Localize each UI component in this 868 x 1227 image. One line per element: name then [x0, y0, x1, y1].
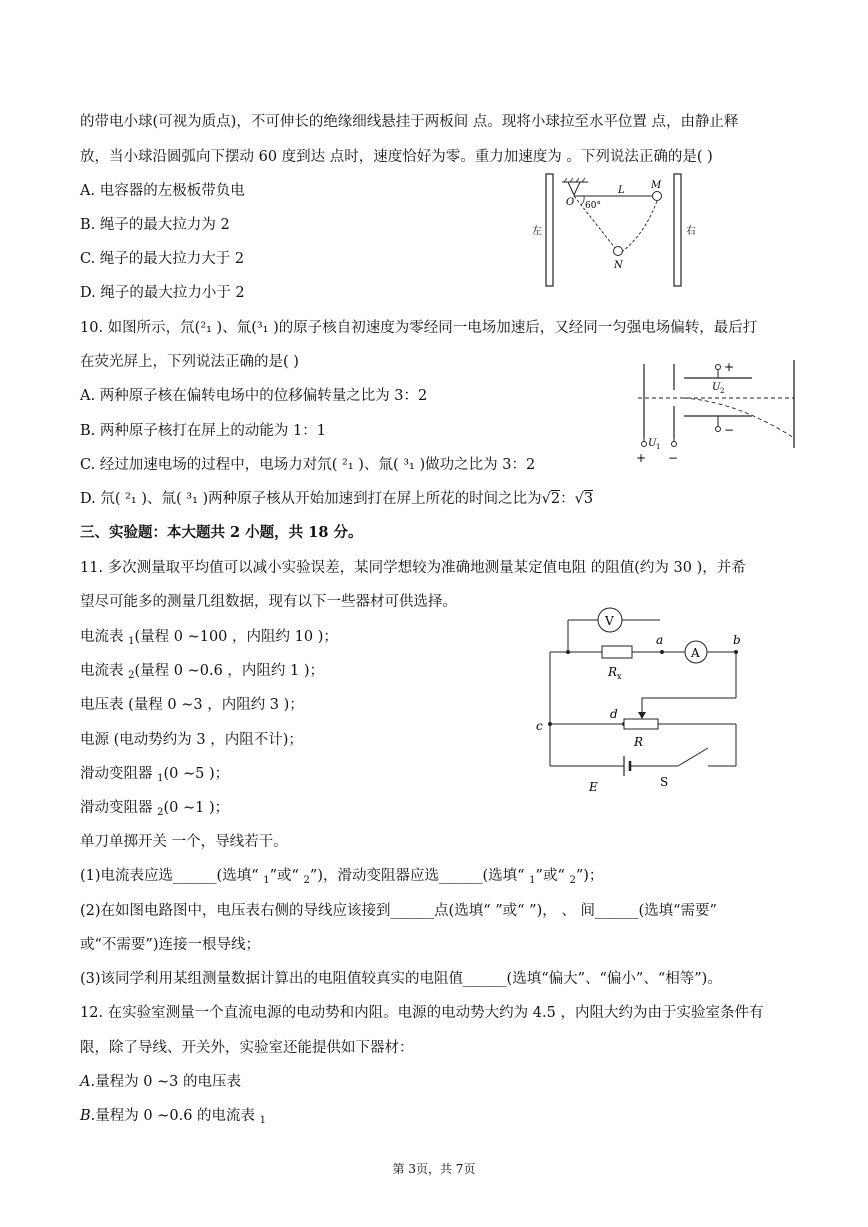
emf-label: E	[589, 780, 598, 794]
q11-part-2-cont: 或“不需要”)连接一根导线；	[80, 937, 260, 953]
q11-item-voltmeter: 电压表 (量程 0 ∼3 ，内阻约 3 )；	[80, 697, 304, 713]
q11-item-ammeter-1: 电流表 $_1$(量程 0 ∼100 ，内阻约 10 )；	[80, 629, 338, 647]
point-n-label: N	[614, 260, 623, 271]
u1-sub: 1	[656, 443, 661, 451]
q11-item-rheostat-2: 滑动变阻器 $_2$(0 ∼1 )；	[80, 800, 230, 818]
point-d-label: d	[610, 707, 618, 721]
ratio-colon: ：	[560, 491, 575, 507]
q10-option-c: C. 经过加速电场的过程中，电场力对氘( ²₁ )、氚( ³₁ )做功之比为 3：2	[80, 457, 536, 473]
q9-option-c: C. 绳子的最大拉力大于 2	[80, 251, 245, 267]
q10-option-b: B. 两种原子核打在屏上的动能为 1：1	[80, 423, 326, 439]
deflection-figure	[628, 356, 800, 468]
circuit-figure	[530, 600, 760, 800]
point-a-label: a	[656, 633, 664, 647]
sqrt-symbol: √	[574, 491, 584, 507]
q11-part-3: (3)该同学利用某组测量数据计算出的电阻值较真实的电阻值______(选填“偏大”、“偏小”、“相等”)。	[80, 971, 722, 987]
u2-sub: 2	[720, 387, 725, 395]
point-b-label: b	[733, 633, 741, 647]
q12-item-b: B.量程为 0 ∼0.6 的电流表 $_1$	[80, 1108, 267, 1126]
section-3-heading: 三、实验题：本大题共 2 小题，共 18 分。	[80, 524, 363, 541]
rx-sub: x	[617, 672, 622, 681]
point-o-label: O	[566, 197, 575, 208]
q12-line1: 12. 在实验室测量一个直流电源的电动势和内阻。电源的电动势大约为 4.5 ，内阻大约为由于实验室条件有	[80, 1005, 764, 1021]
pendulum-figure	[530, 168, 710, 290]
page-footer: 第 3页，共 7页	[392, 1162, 476, 1176]
sqrt-radicand-3: 3	[583, 491, 594, 507]
minus-left-label: −	[668, 451, 679, 465]
minus-bottom-label: −	[724, 423, 735, 437]
point-c-label: c	[536, 719, 543, 733]
right-plate-label: 右	[686, 226, 696, 237]
q11-part-1: (1)电流表应选______(选填“ $_1$”或“ $_2$”)，滑动变阻器应选______(选填“ $_1$”或“ $_2$”)；	[80, 868, 604, 886]
q11-line1: 11. 多次测量取平均值可以减小实验误差，某同学想较为准确地测量某定值电阻 的阻值(约为 30 )，并希	[80, 560, 746, 576]
q10-option-a: A. 两种原子核在偏转电场中的位移偏转量之比为 3：2	[80, 388, 428, 404]
ammeter-label: A	[691, 646, 700, 660]
q10-line1: 10. 如图所示，氘(²₁ )、氚(³₁ )的原子核自初速度为零经同一电场加速后，又经同一匀强电场偏转，最后打	[80, 320, 758, 336]
q10-option-d	[80, 489, 593, 509]
q11-line2: 望尽可能多的测量几组数据，现有以下一些器材可供选择。	[80, 594, 457, 610]
q11-item-source: 电源 (电动势约为 3 ，内阻不计)；	[80, 732, 303, 748]
q9-line1: 的带电小球(可视为质点)，不可伸长的绝缘细线悬挂于两板间 点。现将小球拉至水平位置 点，由静止释	[80, 114, 739, 130]
u1-label: U	[648, 438, 657, 449]
q11-part-2: (2)在如图电路图中，电压表右侧的导线应该接到______点(选填“ ”或“ ”)， 、 间______(选填“需要”	[80, 903, 717, 919]
q9-option-b: B. 绳子的最大拉力为 2	[80, 217, 230, 233]
voltmeter-label: V	[605, 614, 614, 628]
q9-option-d: D. 绳子的最大拉力小于 2	[80, 285, 245, 301]
rheostat-label: R	[634, 735, 644, 749]
q11-item-switch: 单刀单掷开关 一个，导线若干。	[80, 834, 288, 850]
q10-option-d-text: D. 氘( ²₁ )、氚( ³₁ )两种原子核从开始加速到打在屏上所花的时间之比为	[80, 491, 542, 507]
q10-line2: 在荧光屏上，下列说法正确的是( )	[80, 354, 299, 370]
plus-left-label: +	[636, 451, 647, 465]
q9-line2: 放，当小球沿圆弧向下摆动 60 度到达 点时，速度恰好为零。重力加速度为 。下列说法正确的是( )	[80, 149, 713, 165]
q12-item-a: A.量程为 0 ∼3 的电压表	[80, 1074, 242, 1090]
q12-line2: 限，除了导线、开关外，实验室还能提供如下器材：	[80, 1040, 414, 1056]
q9-option-a: A. 电容器的左极板带负电	[80, 183, 245, 199]
switch-label: S	[660, 775, 669, 789]
length-label: L	[618, 185, 625, 196]
q11-item-rheostat-1: 滑动变阻器 $_1$(0 ∼5 )；	[80, 766, 230, 784]
plus-top-label: +	[724, 360, 735, 374]
sqrt-symbol: √	[541, 491, 551, 507]
q11-item-ammeter-2: 电流表 $_2$(量程 0 ∼0.6 ，内阻约 1 )；	[80, 663, 325, 681]
angle-label: 60°	[585, 201, 601, 211]
rx-label: R	[608, 665, 618, 679]
point-m-label: M	[651, 180, 662, 191]
sqrt-radicand-2: 2	[550, 491, 561, 507]
u2-label: U	[712, 382, 721, 393]
left-plate-label: 左	[532, 226, 542, 237]
